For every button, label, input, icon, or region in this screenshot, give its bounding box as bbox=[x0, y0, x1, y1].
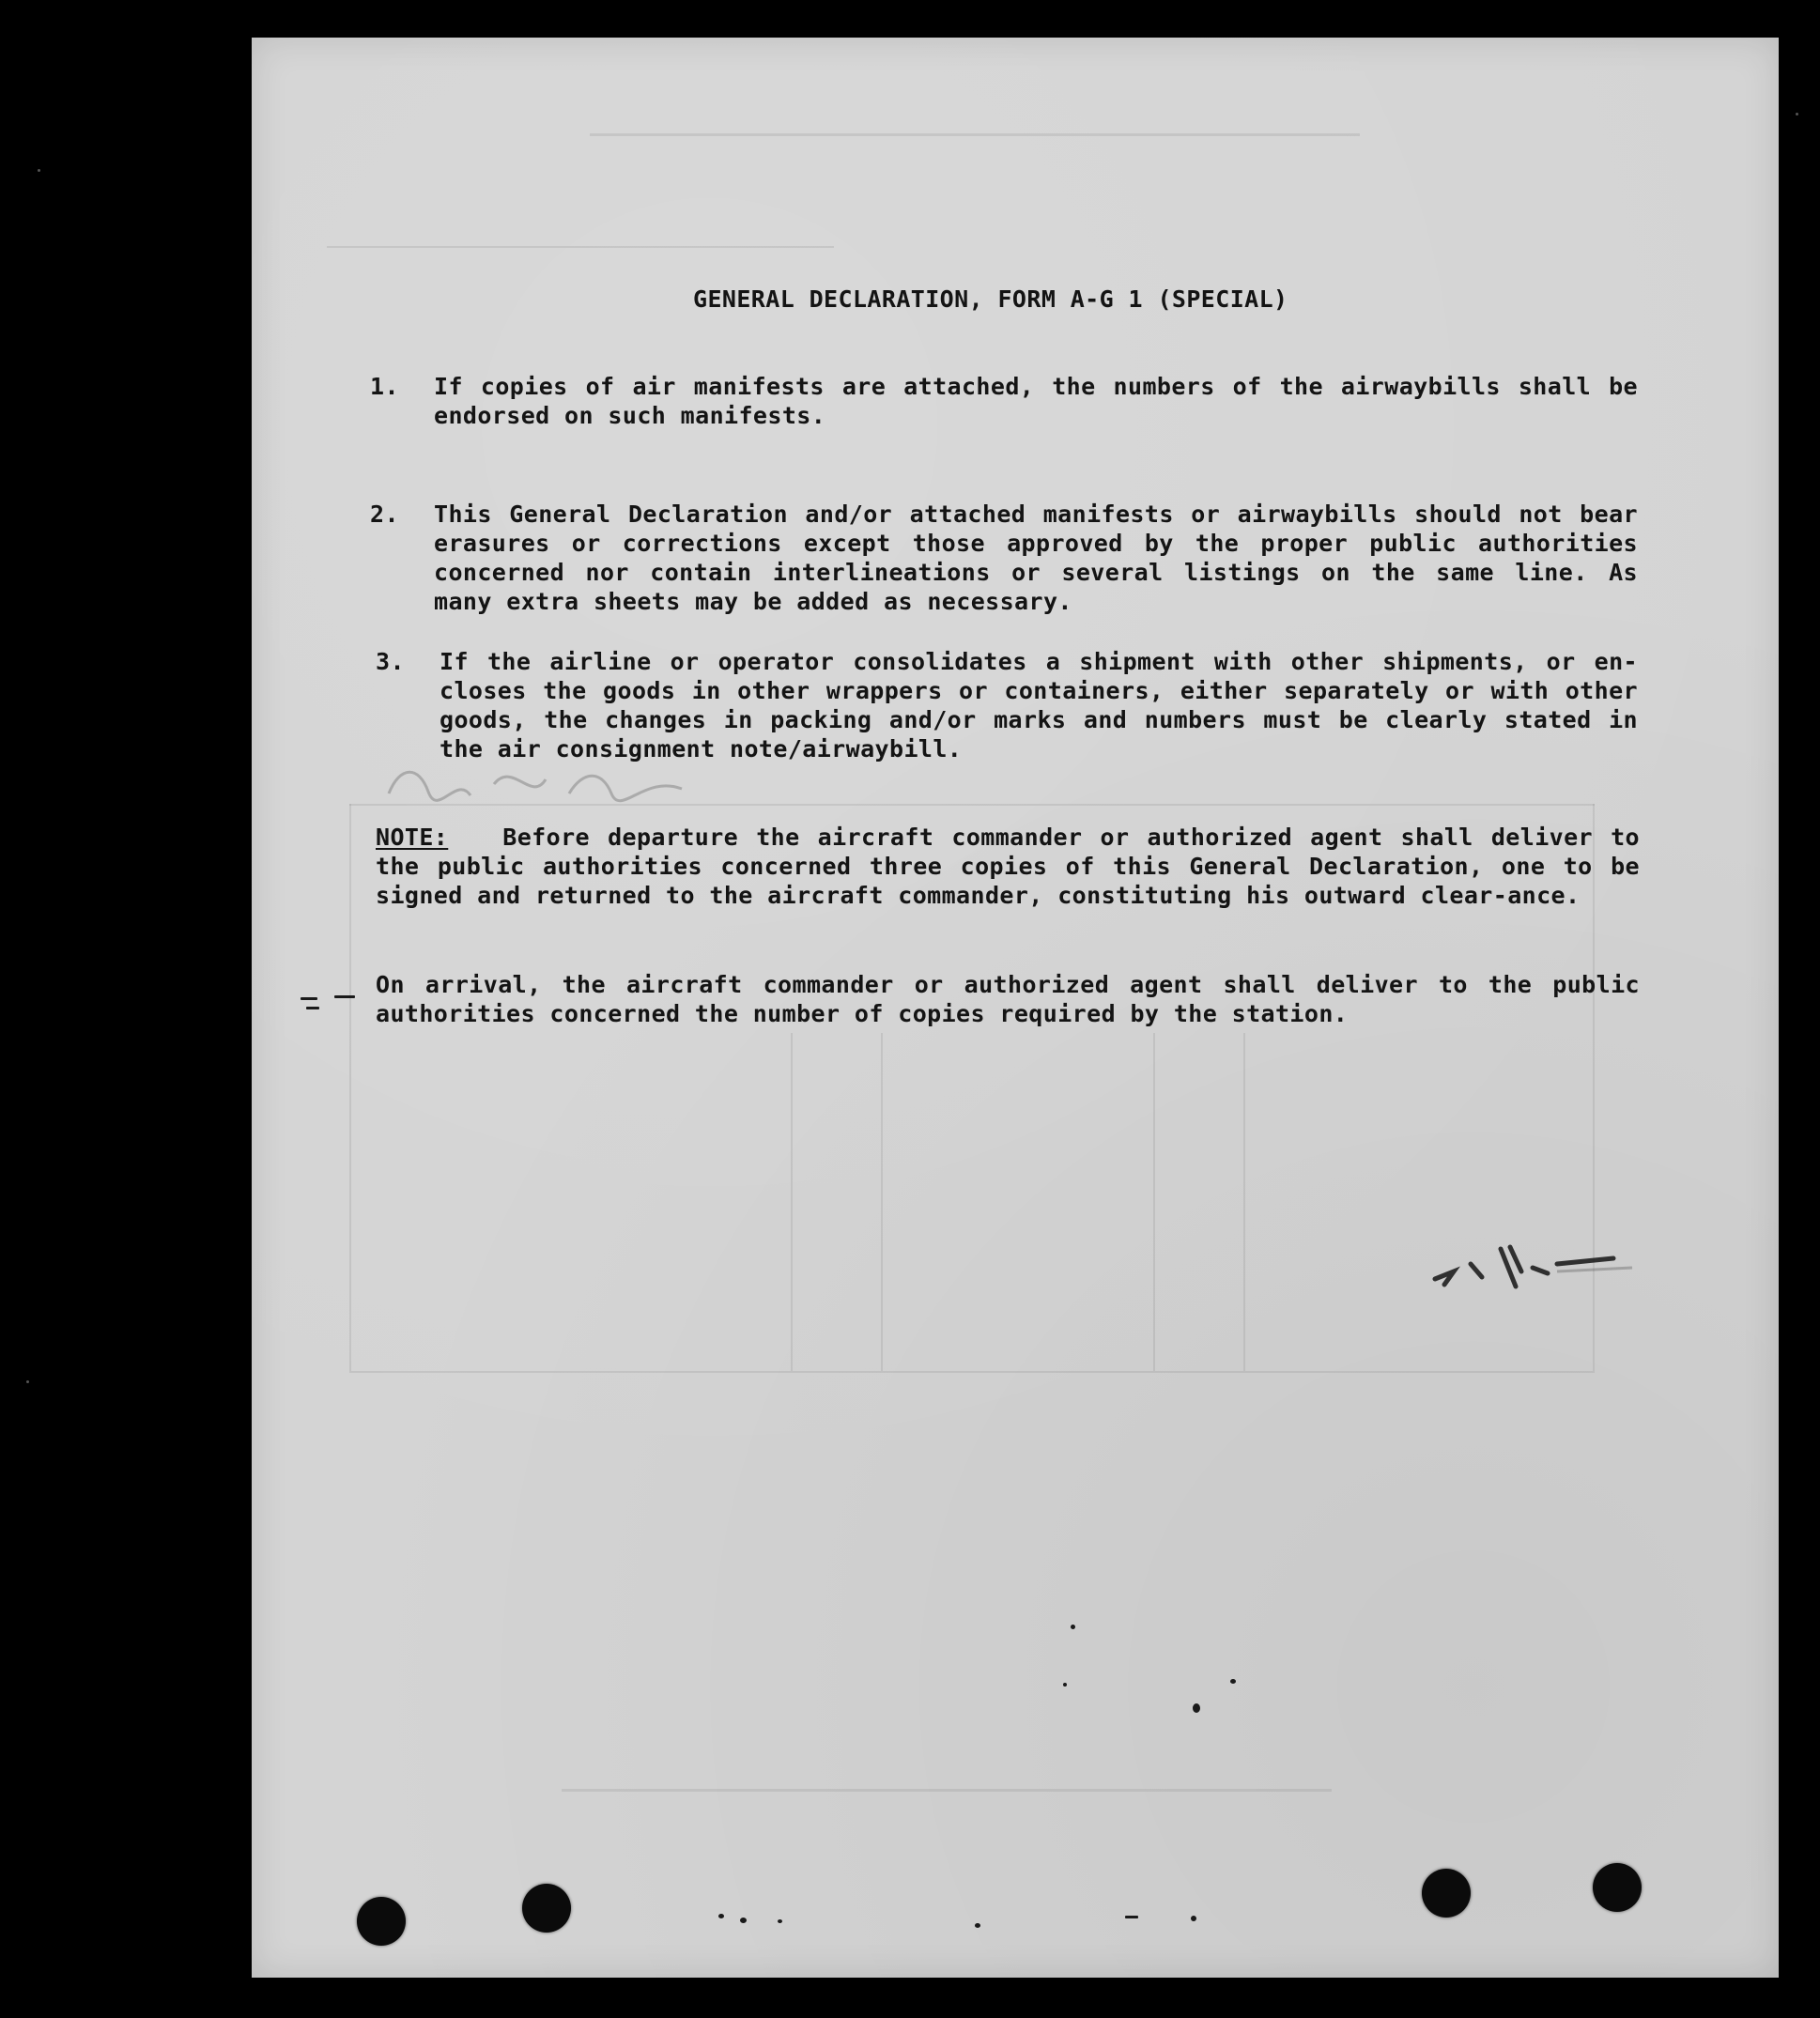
item-text: If copies of air manifests are attached, the numbers of the airwaybills shall be endorsed on such manifests. bbox=[434, 373, 1638, 429]
ink-speck bbox=[740, 1918, 747, 1923]
ink-speck bbox=[1193, 1703, 1200, 1713]
item-text: If the airline or operator consolidates a shipment with other shipments, or en-closes the goods in other wrappers or containers, either separately or with other goods, the changes in packing and/or marks and numbers must be clearly stated in the air consignment note/airwaybill. bbox=[440, 648, 1638, 763]
instruction-item bbox=[370, 500, 1638, 616]
punch-hole bbox=[357, 1897, 406, 1946]
punch-hole bbox=[1422, 1869, 1471, 1918]
ink-dash bbox=[301, 997, 317, 1000]
bleed-through-line bbox=[590, 133, 1360, 136]
punch-hole bbox=[1593, 1863, 1642, 1912]
ink-speck bbox=[1063, 1683, 1067, 1687]
document-title: GENERAL DECLARATION, FORM A-G 1 (SPECIAL) bbox=[693, 285, 1288, 313]
bleed-through-line bbox=[562, 1789, 1332, 1792]
ink-speck bbox=[1230, 1679, 1236, 1684]
scan-speck bbox=[38, 169, 40, 172]
item-number: 1. bbox=[370, 373, 399, 400]
ink-speck bbox=[1125, 1916, 1138, 1918]
note-label: NOTE: bbox=[376, 824, 449, 851]
bleed-through-line bbox=[349, 1371, 1595, 1373]
punch-hole bbox=[522, 1884, 571, 1933]
ink-dash bbox=[334, 995, 355, 998]
instruction-item bbox=[370, 647, 1638, 763]
ink-speck bbox=[1071, 1625, 1075, 1629]
bleed-through-line bbox=[881, 1033, 883, 1371]
scan-speck bbox=[26, 1380, 29, 1383]
instruction-item bbox=[370, 372, 1638, 430]
bleed-through-line bbox=[349, 804, 351, 1371]
arrival-paragraph: On arrival, the aircraft commander or authorized agent shall deliver to the public authorities concerned the number of copies required by the station. bbox=[376, 971, 1640, 1027]
scan-speck bbox=[1796, 113, 1798, 116]
item-number: 2. bbox=[370, 501, 399, 528]
ink-scribble-mark bbox=[1416, 1230, 1642, 1296]
note-paragraph bbox=[376, 823, 1640, 910]
paper-sheet bbox=[252, 38, 1779, 1978]
ink-speck bbox=[1191, 1916, 1196, 1921]
bleed-through-line bbox=[791, 1033, 793, 1371]
bleed-through-line bbox=[327, 246, 834, 248]
ink-dash bbox=[306, 1007, 319, 1009]
item-number: 3. bbox=[376, 648, 405, 675]
note-text: Before departure the aircraft commander or authorized agent shall deliver to the public authorities concerned three copies of this General Declaration, one to be signed and returned to the aircraft commander, constituting his outward clear-ance. bbox=[376, 824, 1640, 909]
bleed-through-line bbox=[1153, 1033, 1155, 1371]
ink-speck bbox=[718, 1914, 724, 1918]
ink-speck bbox=[778, 1919, 782, 1923]
bleed-through-line bbox=[1243, 1033, 1245, 1371]
item-text: This General Declaration and/or attached manifests or airwaybills should not bear erasures or corrections except those approved by the proper public authorities concerned nor contain interlineations or several listings on the same line. As many extra sheets may be added as necessary. bbox=[434, 501, 1638, 615]
faint-handwriting-mark bbox=[381, 756, 691, 812]
ink-speck bbox=[975, 1923, 980, 1928]
